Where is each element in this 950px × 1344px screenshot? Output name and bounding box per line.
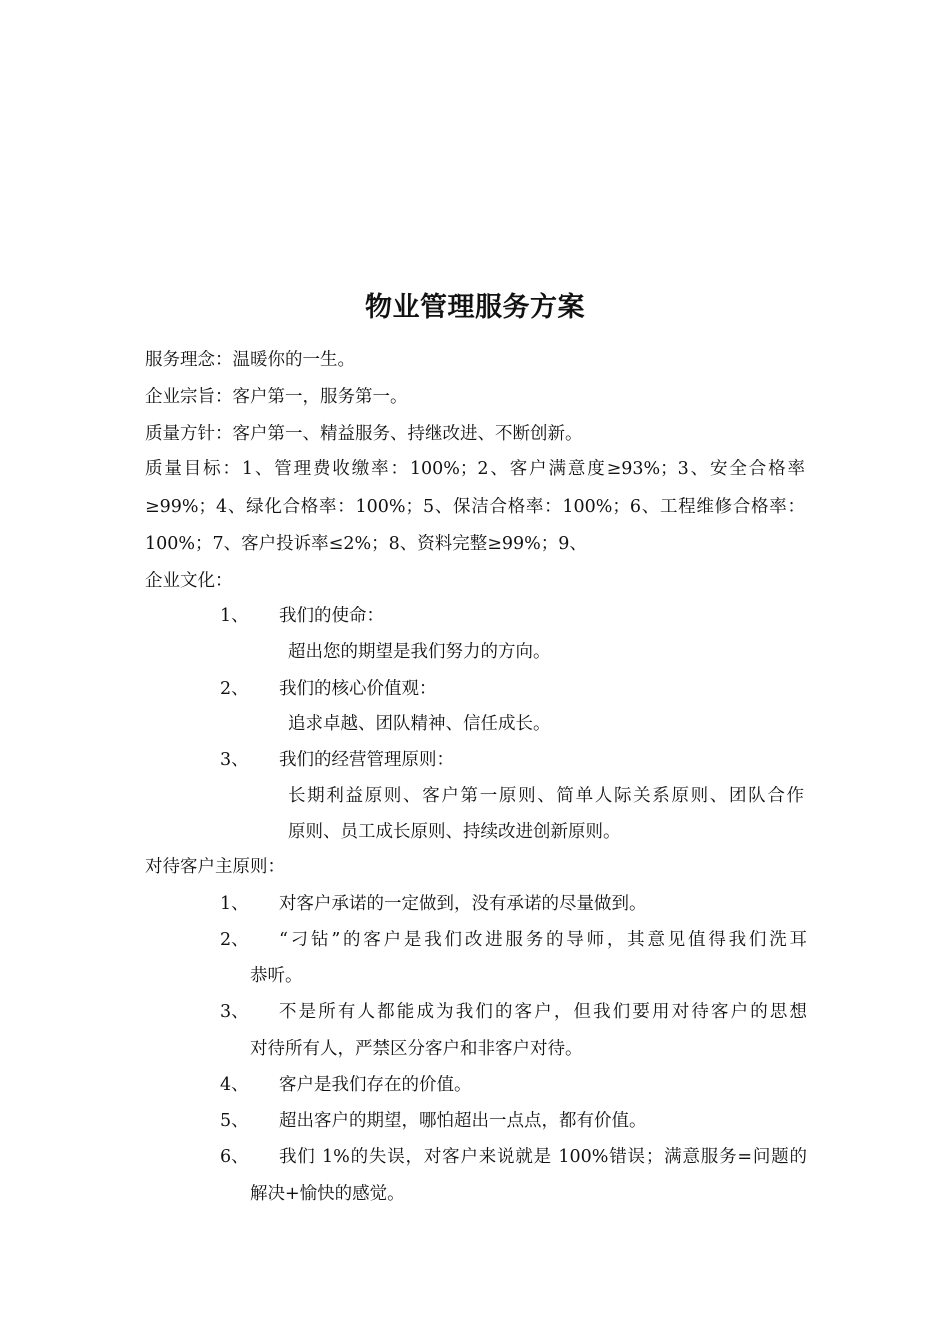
- principle-number: 1、: [220, 894, 249, 914]
- culture-item-label: 我们的核心价值观：: [279, 679, 437, 699]
- culture-item-text: 超出您的期望是我们努力的方向。: [288, 642, 551, 662]
- principle-number: 3、: [220, 1002, 249, 1022]
- culture-item-text: 原则、员工成长原则、持续改进创新原则。: [288, 822, 621, 842]
- company-purpose: 企业宗旨：客户第一，服务第一。: [145, 387, 408, 407]
- principle-text: 不是所有人都能成为我们的客户，但我们要用对待客户的思想: [279, 1002, 807, 1022]
- culture-item-text: 追求卓越、团队精神、信任成长。: [288, 714, 551, 734]
- principle-text-continued: 解决+愉快的感觉。: [250, 1184, 405, 1204]
- quality-goals-line-3: 100%；7、客户投诉率≤2%；8、资料完整≥99%；9、: [145, 534, 587, 554]
- customer-principles-heading: 对待客户主原则：: [145, 857, 285, 877]
- culture-heading: 企业文化：: [145, 571, 233, 591]
- culture-item-label: 我们的使命：: [279, 606, 384, 626]
- document-title: 物业管理服务方案: [365, 292, 585, 323]
- quality-goals-line-1: 质量目标：1、管理费收缴率：100%；2、客户满意度≥93%；3、安全合格率: [145, 459, 805, 479]
- culture-item-label: 我们的经营管理原则：: [279, 750, 454, 770]
- quality-policy: 质量方针：客户第一、精益服务、持继改进、不断创新。: [145, 424, 583, 444]
- culture-item-text: 长期利益原则、客户第一原则、简单人际关系原则、团队合作: [288, 786, 804, 806]
- principle-text-continued: 对待所有人，严禁区分客户和非客户对待。: [250, 1039, 583, 1059]
- principle-text: “刁钻”的客户是我们改进服务的导师，其意见值得我们洗耳: [279, 930, 807, 950]
- service-concept: 服务理念：温暖你的一生。: [145, 350, 355, 370]
- principle-text: 对客户承诺的一定做到，没有承诺的尽量做到。: [279, 894, 647, 914]
- principle-text: 我们 1%的失误，对客户来说就是 100%错误；满意服务=问题的: [279, 1147, 807, 1167]
- culture-item-number: 1、: [220, 606, 249, 626]
- quality-goals-line-2: ≥99%；4、绿化合格率：100%；5、保洁合格率：100%；6、工程维修合格率：: [145, 497, 805, 517]
- culture-item-number: 3、: [220, 750, 249, 770]
- principle-number: 5、: [220, 1111, 249, 1131]
- principle-number: 2、: [220, 930, 249, 950]
- principle-text: 客户是我们存在的价值。: [279, 1075, 472, 1095]
- principle-text-continued: 恭听。: [250, 966, 303, 986]
- principle-number: 4、: [220, 1075, 249, 1095]
- principle-number: 6、: [220, 1147, 249, 1167]
- culture-item-number: 2、: [220, 679, 249, 699]
- principle-text: 超出客户的期望，哪怕超出一点点，都有价值。: [279, 1111, 647, 1131]
